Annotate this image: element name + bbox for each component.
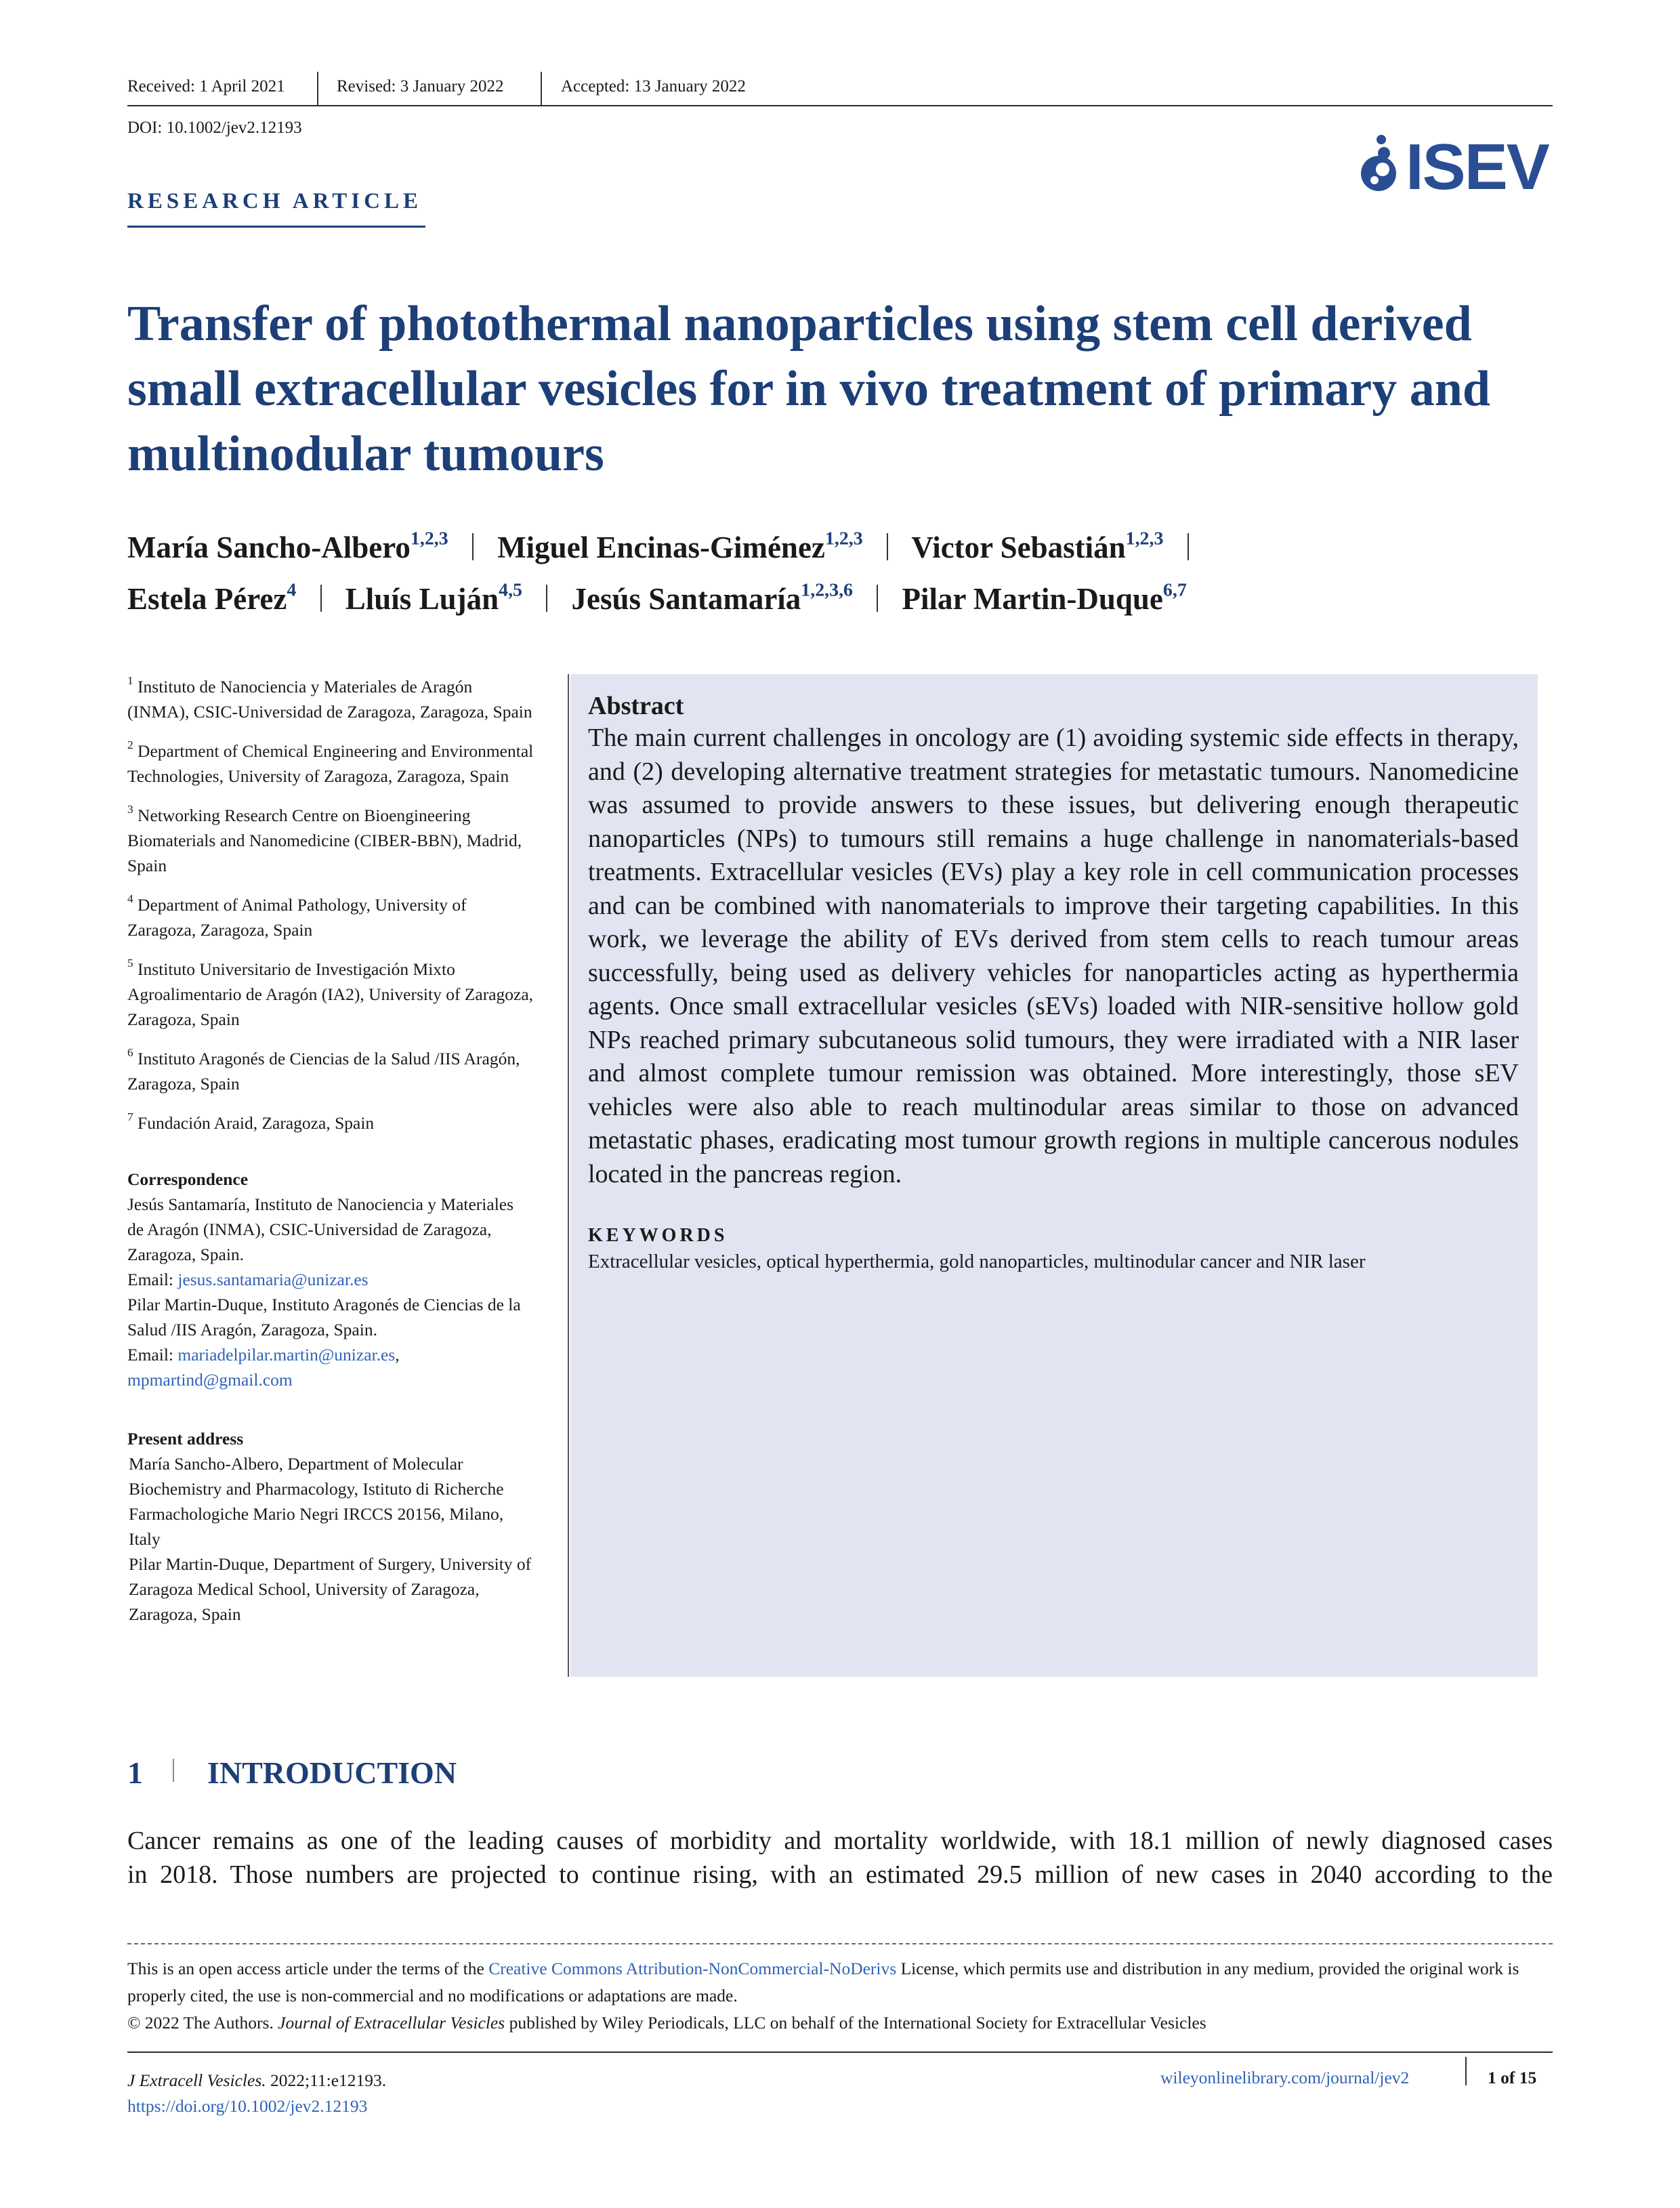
footer-rule	[127, 2051, 1553, 2053]
copyright-line: © 2022 The Authors. Journal of Extracellular Vesicles published by Wiley Periodicals, LLC on behalf of the International Society for Extracellular Vesicles	[127, 2013, 1206, 2033]
section-separator	[173, 1759, 174, 1782]
abstract-box	[570, 674, 1538, 1677]
author-name: María Sancho-Albero	[127, 530, 411, 564]
affiliation: $^7$ Fundación Araid, Zaragoza, Spain	[127, 1110, 375, 1133]
license-notice: This is an open access article under the terms of the Creative Commons Attribution-NonCommercial-NoDerivs License, which permits use and distribution in any medium, provided the original work is properly cited, the use is non-commercial and no modifications or adaptations are made. © 2022 The Authors. Journal of Extracellular Vesicles published by Wiley Periodicals, LLC on behalf of the International Society for Extracellular Vesicles	[127, 1955, 1553, 2037]
abstract-heading: Abstract	[588, 692, 684, 720]
article-type-underline	[127, 226, 425, 228]
received-date: Received: 1 April 2021	[127, 77, 285, 96]
abstract-text: The main current challenges in oncology are (1) avoiding systemic side effects in therapy, and (2) developing alternative treatment strategies for metastatic tumours. Nanomedicine was assumed to provide answers to these issues, but delivering enough therapeutic nanoparticles (NPs) to tumours still remains a huge challenge in nanomaterials-based treatments. Extracellular vesicles (EVs) play a key role in cell communication processes and can be combined with nanomaterials to improve their targeting capabilities. In this work, we leverage the ability of EVs derived from stem cells to reach tumour areas successfully, being used as delivery vehicles for nanoparticles acting as hyperthermia agents. Once small extracellular vesicles (sEVs) loaded with NIR-sensitive hollow gold NPs reached primary subcutaneous solid tumours, they were irradiated with a NIR laser and almost complete tumour remission was obtained. More interestingly, those sEV vehicles were also able to reach multinodular areas similar to those on advanced metastatic phases, eradicating most tumour growth regions in multiple cancerous nodules located in the pancreas region.	[588, 724, 1519, 1188]
author-affiliation: 1,2,3	[1125, 528, 1164, 549]
present-address-line: Pilar Martin-Duque, Department of Surgery, University of Zaragoza Medical School, University of Zaragoza, Zaragoza, Spain	[129, 1554, 532, 1624]
doi-link[interactable]: https://doi.org/10.1002/jev2.12193	[127, 2096, 368, 2116]
present-address-heading: Present address	[127, 1429, 244, 1449]
authors-line-1	[127, 530, 1557, 565]
keywords-heading: KEYWORDS	[588, 1225, 728, 1246]
page-number: 1 of 15	[1488, 2068, 1537, 2087]
header-separator	[317, 72, 318, 106]
article-type: RESEARCH ARTICLE	[127, 189, 423, 213]
accepted-date: Accepted: 13 January 2022	[561, 77, 746, 96]
author-separator	[887, 533, 888, 560]
affiliation: $^2$ Department of Chemical Engineering and Environmental Technologies, University of Zaragoza, Zaragoza, Spain	[127, 738, 534, 786]
author-separator	[472, 533, 474, 560]
author-affiliation: 4,5	[499, 579, 523, 601]
author-affiliation: 1,2,3	[824, 528, 863, 549]
footer-citation: J Extracell Vesicles. 2022;11:e12193. https://doi.org/10.1002/jev2.12193	[127, 2068, 386, 2119]
correspondence-email-row: Email: mariadelpilar.martin@unizar.es,	[127, 1345, 400, 1365]
author-name: Pilar Martin-Duque	[902, 582, 1163, 616]
author-name: Lluís Luján	[345, 582, 499, 616]
affiliation: $^3$ Networking Research Centre on Bioengineering Biomaterials and Nanomedicine (CIBER-BBN), Madrid, Spain	[127, 802, 522, 875]
affiliation: $^6$ Instituto Aragonés de Ciencias de la Salud /IIS Aragón, Zaragoza, Spain	[127, 1045, 520, 1093]
journal-site-link[interactable]: wileyonlinelibrary.com/journal/jev2	[1160, 2068, 1410, 2087]
isev-logo	[1351, 133, 1555, 203]
doi: DOI: 10.1002/jev2.12193	[127, 119, 302, 137]
author-name: Jesús Santamaría	[571, 582, 801, 616]
author-affiliation: 4	[287, 579, 297, 601]
section-title: INTRODUCTION	[207, 1755, 457, 1790]
intro-line: Cancer remains as one of the leading causes of morbidity and mortality worldwide, with 18.1 million of newly diagnosed cases	[127, 1827, 1553, 1855]
author-name: Victor Sebastián	[911, 530, 1126, 564]
email-link[interactable]: mariadelpilar.martin@unizar.es	[177, 1345, 396, 1365]
header-separator	[541, 72, 542, 106]
revised-date: Revised: 3 January 2022	[337, 77, 504, 96]
author-affiliation: 1,2,3,6	[801, 579, 853, 601]
correspondence-email-row	[127, 1367, 534, 1392]
author-separator	[546, 585, 547, 612]
license-divider	[127, 1943, 1553, 1944]
keywords-text: Extracellular vesicles, optical hyperthermia, gold nanoparticles, multinodular cancer and NIR laser	[588, 1251, 1366, 1272]
correspondence-line: Pilar Martin-Duque, Instituto Aragonés de Ciencias de la Salud /IIS Aragón, Zaragoza, Spain.	[127, 1295, 521, 1339]
column-divider	[568, 674, 569, 1677]
author-affiliation: 6,7	[1162, 579, 1187, 601]
author-separator	[320, 585, 322, 612]
intro-line: in 2018. Those numbers are projected to continue rising, with an estimated 29.5 million of new cases in 2040 according to the	[127, 1860, 1553, 1889]
email-link[interactable]: mpmartind@gmail.com	[127, 1370, 293, 1390]
author-name: Estela Pérez	[127, 582, 287, 616]
footer-separator	[1465, 2057, 1467, 2085]
correspondence-heading: Correspondence	[127, 1169, 249, 1189]
affiliation: $^5$ Instituto Universitario de Investigación Mixto Agroalimentario de Aragón (IA2), University of Zaragoza, Zaragoza, Spain	[127, 956, 534, 1029]
affiliation: $^1$ Instituto de Nanociencia y Materiales de Aragón (INMA), CSIC-Universidad de Zaragoza, Zaragoza, Spain	[127, 673, 532, 722]
isev-vesicle-icon	[1351, 133, 1406, 203]
author-separator	[1188, 533, 1189, 560]
correspondence-line: Jesús Santamaría, Instituto de Nanociencia y Materiales de Aragón (INMA), CSIC-Universidad de Zaragoza, Zaragoza, Spain.	[127, 1194, 514, 1264]
email-link[interactable]: jesus.santamaria@unizar.es	[177, 1270, 369, 1289]
authors-line-2	[127, 581, 1557, 617]
correspondence-email-row: Email: jesus.santamaria@unizar.es	[127, 1270, 369, 1289]
left-column	[127, 674, 534, 1627]
article-title: Transfer of photothermal nanoparticles using stem cell derived small extracellular vesicles for in vivo treatment of primary and multinodular tumours	[127, 296, 1491, 482]
present-address-line: María Sancho-Albero, Department of Molecular Biochemistry and Pharmacology, Istituto di Richerche Farmachologiche Mario Negri IRCCS 20156, Milano, Italy	[129, 1454, 504, 1549]
author-separator	[877, 585, 878, 612]
author-affiliation: 1,2,3	[410, 528, 448, 549]
author-name: Miguel Encinas-Giménez	[497, 530, 825, 564]
logo-text: ISEV	[1406, 131, 1549, 203]
section-number: 1	[127, 1755, 143, 1790]
license-link[interactable]: Creative Commons Attribution-NonCommercial-NoDerivs	[488, 1959, 897, 1978]
affiliation: $^4$ Department of Animal Pathology, University of Zaragoza, Zaragoza, Spain	[127, 892, 467, 940]
intro-paragraph	[127, 1824, 1553, 1892]
header-rule	[127, 105, 1553, 106]
